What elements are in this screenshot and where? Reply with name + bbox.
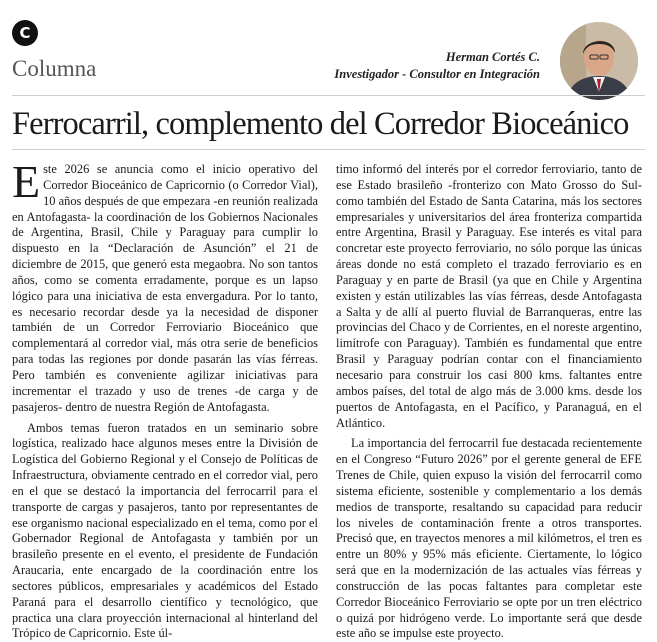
article-column-right (336, 162, 642, 642)
author-name: Herman Cortés C. (334, 49, 540, 66)
paragraph: timo informó del interés por el corredor ferroviario, tanto de ese Estado brasileño -fronterizo con Mato Grosso do Sul- como también del Estado de Santa Catarina, más los sectores empresariales y universitarios del área fronteriza compartida entre Argentina, Brasil y Paraguay. Ese interés es vital para concretar este proyecto ferroviario, no sólo porque las únicas áreas donde no está completo el trazado ferroviario es en Paraguay y en parte de Brasil (ya que en Chile y Argentina existen y están utilizables las vías férreas, desde Antofagasta a Salta y de allí al puerto fluvial de Barranqueras, entre las provincias del Chaco y de Corrientes, en el noreste argentino, limítrofe con Paraguay). También es fundamental que entre Brasil y Paraguay podrían contar con el financiamiento necesario para construir los casi 800 kms. faltantes entre ambos países, del total de algo más de 3.000 kms. desde los puertos de Antofagasta, en el Pacífico, y Paranaguá, en el Atlántico. (336, 162, 642, 431)
header-divider (12, 95, 645, 96)
drop-cap: E (12, 163, 40, 201)
article-column-left (12, 162, 318, 642)
section-label: Columna (12, 56, 96, 82)
column-badge: C (12, 20, 38, 46)
author-byline (334, 49, 540, 83)
headline-divider (12, 149, 645, 150)
paragraph-text: ste 2026 se anuncia como el inicio operativo del Corredor Bioceánico de Capricornio (o Corredor Vial), 10 años después de que empezara -en reunión realizada en Antofagasta- la coordinación de los Gobiernos Nacionales de Argentina, Brasil, Chile y Paraguay para cumplir lo dispuesto en la “Declaración de Asunción” el 21 de diciembre de 2015, que generó esta megaobra. No son tantos años, como se comenta erradamente, porque es un lapso lógico para una iniciativa de esta envergadura. Por lo tanto, es necesario recordar desde ya la necesidad de disponer también de un Corredor Ferroviario Bioceánico que complementará al corredor vial, más otra serie de beneficios para todas las regiones por donde pasarán las vías férreas. Pero también es conveniente agilizar iniciativas para incrementar el trazado y uso de trenes -de carga y de pasajeros- dentro de nuestra Región de Antofagasta. (12, 162, 318, 414)
paragraph: Ambos temas fueron tratados en un seminario sobre logística, realizado hace algunos meses entre la División de Logística del Gobierno Regional y el Consejo de Políticas de Infraestructura, obviamente centrado en el corredor vial, pero en el que se destacó la importancia del ferrocarril para el transporte de cargas y pasajeros, tanto por representantes de ese organismo nacional especializado en el tema, como por el Gobernador Regional de Antofagasta y también por un brasileño presente en el evento, el presidente de Fundación Araucaria, ente encargado de la coordinación entre los sectores públicos, empresariales y académicos del Estado Paraná para el desarrollo científico y tecnológico, que practica una clara proyección internacional al hinterland del Trópico de Capricornio. Este úl- (12, 421, 318, 642)
author-portrait-icon (560, 22, 638, 100)
paragraph (12, 162, 318, 416)
paragraph: La importancia del ferrocarril fue destacada recientemente en el Congreso “Futuro 2026” por el gerente general de EFE Trenes de Chile, quien expuso la visión del ferrocarril como sistema eficiente, sostenible y complementario a los demás medios de transporte, resaltando su capacidad para reducir los niveles de contaminación frente a otros transportes. Precisó que, en trayectos menores a mil kilómetros, el tren es entre un 80% y 95% más eficiente. Ciertamente, lo lógico será que en la modernización de las actuales vías férreas y construcción de las pocas faltantes para completar este Corredor Bioceánico Ferroviario se opte por un tren eléctrico o quizá por hidrógeno verde. Lo importante será que desde este año se impulse este proyecto. (336, 436, 642, 642)
author-title: Investigador - Consultor en Integración (334, 66, 540, 83)
author-photo (560, 22, 638, 100)
headline: Ferrocarril, complemento del Corredor Bioceánico (12, 106, 628, 143)
